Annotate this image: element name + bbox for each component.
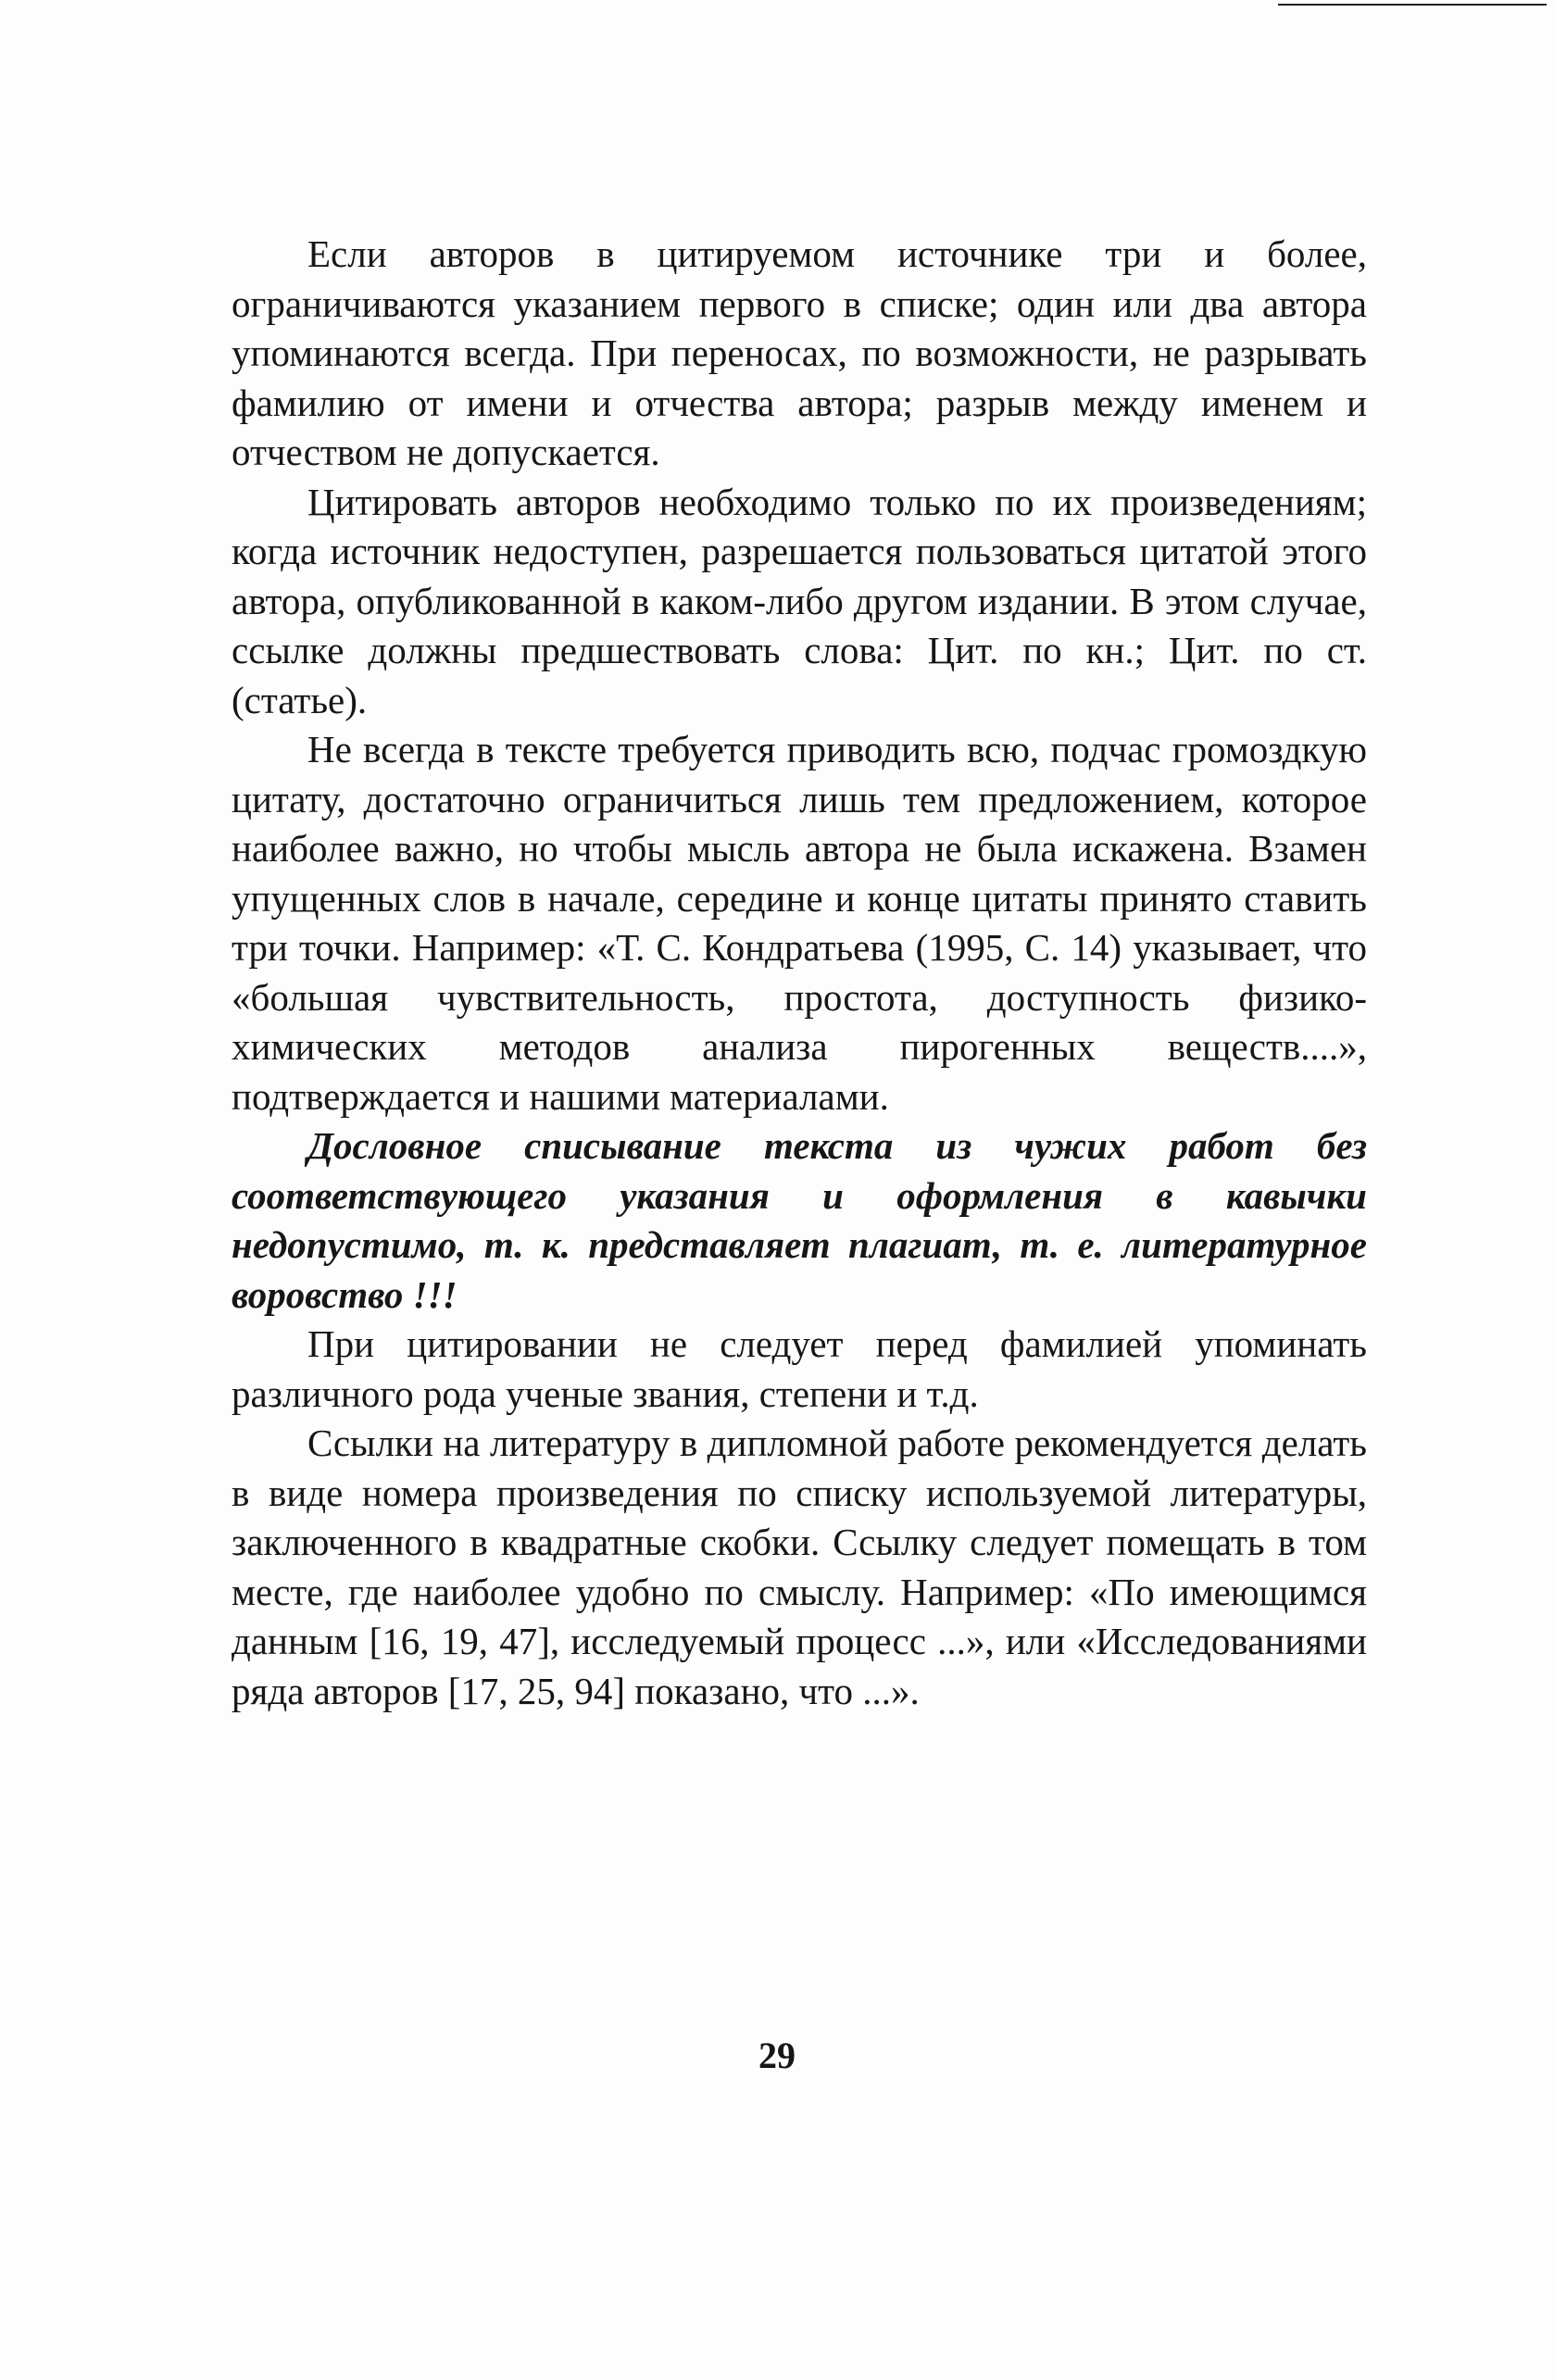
paragraph-plagiarism-warning: Дословное списывание текста из чужих работ без соответствующего указания и оформления в кавычки недопустимо, т. к. представляет плагиат, т. е. литературное воровство !!!	[232, 1124, 1367, 1316]
page-number: 29	[758, 2035, 796, 2076]
paragraph-reference-format: Ссылки на литературу в дипломной работе рекомендуется делать в виде номера произведения по списку используемой литературы, заключенного в квадратные скобки. Ссылку следует помещать в том месте, где наиболее удобно по смыслу. Например: «По имеющимся данным [16, 19, 47], исследуемый процесс ...», или «Исследованиями ряда авторов [17, 25, 94] показано, что ...».	[232, 1422, 1367, 1712]
paragraph-authors-citation: Если авторов в цитируемом источнике три и более, ограничиваются указанием первого в списке; один или два автора упоминаются всегда. При переносах, по возможности, не разрывать фамилию от имени и отчества автора; разрыв между именем и отчеством не допускается.	[232, 232, 1367, 473]
body-text	[232, 230, 1367, 1716]
paragraph-partial-quotes: Не всегда в тексте требуется приводить всю, подчас громоздкую цитату, достаточно ограничиться лишь тем предложением, которое наиболее важно, но чтобы мысль автора не была искажена. Взамен упущенных слов в начале, середине и конце цитаты принято ставить три точки. Например: «Т. С. Кондратьева (1995, С. 14) указывает, что «большая чувствительность, простота, доступность физико-химических методов анализа пирогенных веществ....», подтверждается и нашими материалами.	[232, 728, 1367, 1118]
paragraph-citing-sources: Цитировать авторов необходимо только по их произведениям; когда источник недоступен, разрешается пользоваться цитатой этого автора, опубликованной в каком-либо другом издании. В этом случае, ссылке должны предшествовать слова: Цит. по кн.; Цит. по ст. (статье).	[232, 480, 1367, 721]
paragraph-academic-titles: При цитировании не следует перед фамилией упоминать различного рода ученые звания, степени и т.д.	[232, 1322, 1367, 1415]
top-edge-rule	[1278, 4, 1547, 6]
